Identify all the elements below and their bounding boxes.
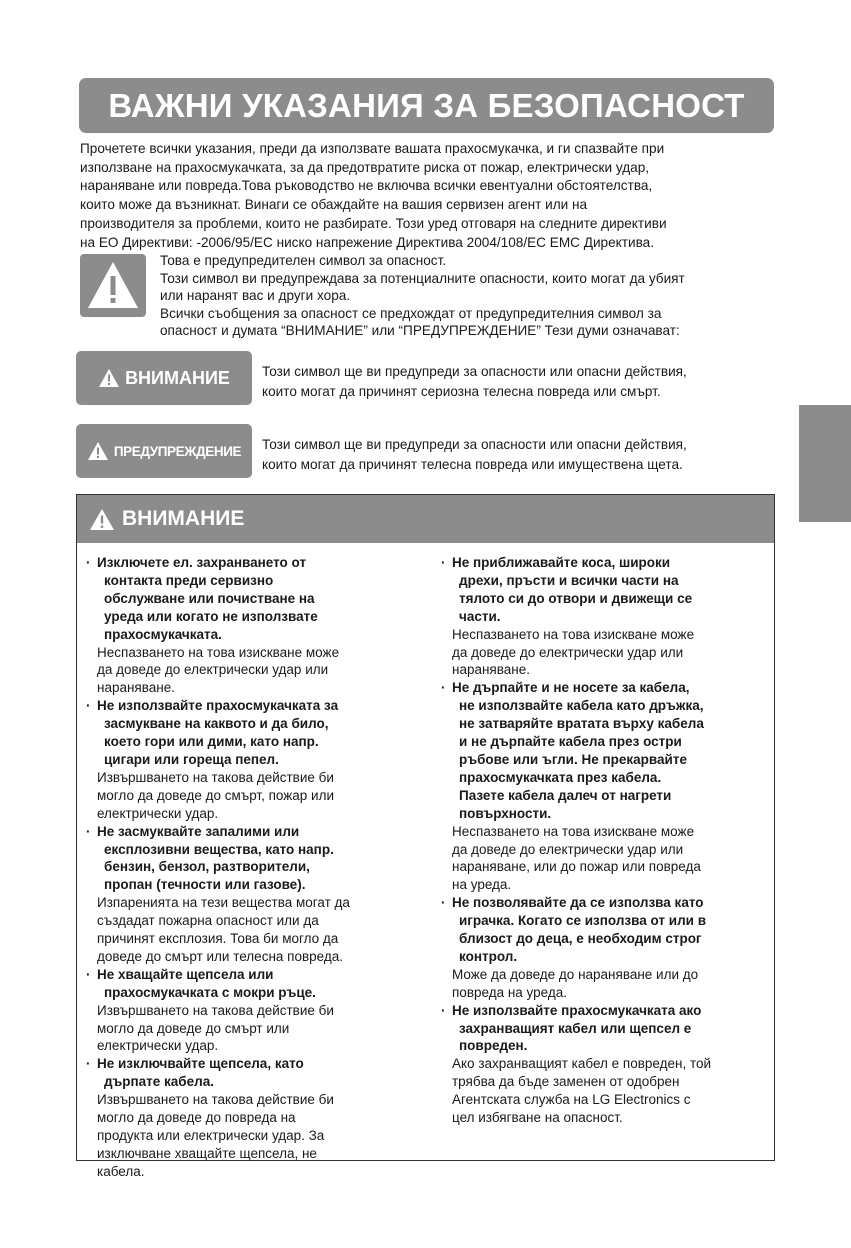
caution-list-item — [86, 966, 419, 1056]
caution-header — [77, 495, 774, 543]
heading-line: части. — [459, 608, 501, 624]
heading-line: експлозивни вещества, като напр. — [104, 841, 334, 857]
text-line: Неспазването на това изискване може — [452, 823, 695, 839]
heading-line: прахосмукачката с мокри ръце. — [104, 984, 316, 1000]
heading-line: пропан (течности или газове). — [104, 877, 306, 893]
desc-line: които могат да причинят сериозна телесна повреда или смърт. — [262, 383, 661, 399]
heading-line: контрол. — [459, 948, 518, 964]
caution-list-item — [86, 1055, 419, 1180]
text-line: могло да доведе до смърт или — [97, 1020, 290, 1036]
intro-line: Прочетете всички указания, преди да използвате вашата прахосмукачка, и ги спазвайте при — [80, 141, 665, 156]
text-line: да доведе до електрически удар или — [452, 841, 684, 857]
page-title: ВАЖНИ УКАЗАНИЯ ЗА БЕЗОПАСНОСТ — [108, 86, 745, 124]
bullet-icon: · — [441, 895, 446, 911]
caution-item-text — [97, 894, 419, 966]
caution-list-item — [86, 823, 419, 966]
intro-paragraph — [80, 140, 780, 252]
text-line: електрически удар. — [97, 805, 219, 821]
intro-line: използване на прахосмукачката, за да предотвратите риска от пожар, електрически удар, — [80, 159, 650, 175]
caution-item-text — [452, 1055, 774, 1127]
caution-list-item — [441, 554, 774, 679]
text-line: могло да доведе до повреда на — [97, 1110, 296, 1126]
intro-line: които може да възникнат. Винаги се обаждайте на вашия сервизен агент или на — [80, 197, 588, 213]
heading-line: Не приближавайте коса, широки — [452, 555, 671, 570]
warning-line: Това е предупредителен символ за опасност. — [160, 253, 447, 268]
caution-item-text — [97, 644, 419, 698]
heading-line: дрехи, пръсти и всички части на — [459, 572, 679, 588]
caution-right-column — [441, 554, 774, 1127]
heading-line: контакта преди сервизно — [104, 572, 274, 588]
caution-list-item — [441, 894, 774, 1001]
caution-label-text: ВНИМАНИЕ — [125, 367, 230, 388]
caution-item-heading — [452, 1002, 774, 1056]
warning-line: Този символ ви предупреждава за потенциалните опасности, които могат да убият — [160, 270, 685, 286]
warning-label-box — [76, 424, 252, 478]
text-line: Агентската служба на LG Electronics с — [452, 1092, 691, 1108]
intro-line: производителя за проблеми, които не разбирате. Този уред отговаря на следните директиви — [80, 215, 667, 231]
bullet-icon: · — [86, 698, 91, 714]
heading-line: Не засмуквайте запалими или — [97, 823, 300, 839]
text-line: доведе до смърт или телесна повреда. — [97, 948, 343, 964]
caution-item-heading — [452, 894, 774, 966]
bullet-icon: · — [86, 823, 91, 839]
heading-line: Не позволявайте да се използва като — [452, 895, 704, 911]
desc-line: Този символ ще ви предупреди за опасности или опасни действия, — [262, 437, 687, 452]
caution-item-text — [452, 626, 774, 680]
heading-line: обслужване или почистване на — [104, 590, 315, 606]
heading-line: Изключете ел. захранването от — [97, 555, 307, 570]
heading-line: дърпате кабела. — [104, 1074, 214, 1090]
text-line: Извършването на такова действие би — [97, 1002, 334, 1018]
text-line: Неспазването на това изискване може — [97, 644, 340, 660]
caution-item-text — [97, 1091, 419, 1181]
warning-symbol-section — [80, 252, 780, 336]
caution-item-text — [97, 1002, 419, 1056]
caution-label-desc — [262, 362, 772, 401]
text-line: изключване хващайте щепсела, не — [97, 1145, 317, 1161]
heading-line: прахосмукачката през кабела. — [459, 769, 662, 785]
caution-label-box — [76, 351, 252, 405]
text-line: нараняване. — [452, 662, 530, 678]
text-line: продукта или електрически удар. За — [97, 1128, 325, 1143]
title-banner — [79, 78, 774, 133]
text-line: Неспазването на това изискване може — [452, 626, 695, 642]
heading-line: Не хващайте щепсела или — [97, 966, 274, 982]
text-line: трябва да бъде заменен от одобрен — [452, 1074, 680, 1090]
desc-line: Този символ ще ви предупреди за опасности или опасни действия, — [262, 364, 687, 379]
caution-item-heading — [452, 554, 774, 626]
warning-line: или наранят вас и други хора. — [160, 288, 351, 303]
side-tab — [799, 405, 851, 522]
caution-list-item — [86, 697, 419, 822]
warning-line: Всички съобщения за опасност се предхождат от предупредителния символ за — [160, 305, 662, 321]
caution-list-item — [441, 679, 774, 894]
text-line: на уреда. — [452, 877, 512, 893]
caution-left-column — [86, 554, 419, 1181]
caution-list-item — [86, 554, 419, 697]
heading-line: което гори или дими, като напр. — [104, 734, 319, 750]
text-line: цел избягване на опасност. — [452, 1110, 623, 1126]
heading-line: не затваряйте вратата върху кабела — [459, 716, 704, 732]
heading-line: прахосмукачката. — [104, 626, 222, 642]
text-line: кабела. — [97, 1163, 145, 1179]
heading-line: засмукване на каквото и да било, — [104, 716, 329, 732]
warning-triangle-icon — [86, 260, 140, 311]
caution-item-heading — [97, 1055, 419, 1091]
caution-item-heading — [97, 697, 419, 769]
text-line: Извършването на такова действие би — [97, 1092, 334, 1108]
heading-line: ръбове или ъгли. Не прекарвайте — [459, 751, 687, 767]
text-line: Ако захранващият кабел е повреден, той — [452, 1056, 712, 1072]
bullet-icon: · — [441, 1002, 446, 1018]
text-line: нараняване, или до пожар или повреда — [452, 859, 701, 875]
desc-line: които могат да причинят телесна повреда или имуществена щета. — [262, 456, 683, 472]
heading-line: близост до деца, е необходим строг — [459, 931, 702, 947]
heading-line: тялото си до отвори и движещи се — [459, 590, 693, 606]
caution-item-heading — [97, 554, 419, 644]
heading-line: и не дърпайте кабела през остри — [459, 734, 682, 750]
warning-triangle-icon — [89, 508, 115, 531]
text-line: електрически удар. — [97, 1038, 219, 1054]
text-line: да доведе до електрически удар или — [97, 662, 329, 678]
bullet-icon: · — [86, 966, 91, 982]
text-line: Може да доведе до нараняване или до — [452, 966, 699, 982]
warning-symbol-text — [160, 252, 790, 340]
text-line: повреда на уреда. — [452, 984, 568, 1000]
text-line: да доведе до електрически удар или — [452, 644, 684, 660]
text-line: нараняване. — [97, 680, 175, 696]
heading-line: Не използвайте прахосмукачката ако — [452, 1002, 702, 1018]
caution-header-text: ВНИМАНИЕ — [122, 507, 245, 530]
caution-item-text — [452, 966, 774, 1002]
heading-line: играчка. Когато се използва от или в — [459, 913, 706, 929]
warning-line: опасност и думата “ВНИМАНИЕ” или “ПРЕДУПРЕЖДЕНИЕ” Тези думи означават: — [160, 323, 680, 338]
bullet-icon: · — [441, 555, 446, 570]
text-line: могло да доведе до смърт, пожар или — [97, 787, 335, 803]
intro-line: на ЕО Директиви: -2006/95/ЕС ниско напрежение Директива 2004/108/ЕС EMC Директива. — [80, 234, 655, 250]
caution-item-text — [452, 823, 774, 895]
text-line: причинят експлозия. Това би могло да — [97, 931, 339, 947]
caution-item-heading — [452, 679, 774, 822]
heading-line: не използвайте кабела като дръжка, — [459, 698, 704, 714]
caution-list-item — [441, 1002, 774, 1127]
heading-line: Не дърпайте и не носете за кабела, — [452, 680, 690, 696]
heading-line: Пазете кабела далеч от нагрети — [459, 787, 672, 803]
heading-line: Не използвайте прахосмукачката за — [97, 698, 339, 714]
caution-item-text — [97, 769, 419, 823]
caution-item-heading — [97, 823, 419, 895]
heading-line: повреден. — [459, 1038, 528, 1054]
heading-line: бензин, бензол, разтворители, — [104, 859, 310, 875]
heading-line: повърхности. — [459, 805, 552, 821]
warning-symbol-box — [80, 254, 146, 317]
warning-triangle-icon — [87, 441, 109, 461]
bullet-icon: · — [86, 555, 91, 570]
heading-line: захранващият кабел или щепсел е — [459, 1020, 692, 1036]
heading-line: Не изключвайте щепсела, като — [97, 1056, 304, 1072]
heading-line: уреда или когато не използвате — [104, 608, 318, 624]
bullet-icon: · — [86, 1056, 91, 1072]
intro-line: нараняване или повреда.Това ръководство не включва всички евентуални обстоятелства, — [80, 178, 653, 194]
warning-triangle-icon — [98, 368, 120, 388]
bullet-icon: · — [441, 680, 446, 696]
warning-label-desc — [262, 435, 772, 474]
warning-label-text: ПРЕДУПРЕЖДЕНИЕ — [113, 443, 242, 459]
text-line: Извършването на такова действие би — [97, 769, 334, 785]
text-line: създадат пожарна опасност или да — [97, 913, 319, 929]
heading-line: цигари или гореща пепел. — [104, 751, 279, 767]
caution-item-heading — [97, 966, 419, 1002]
text-line: Изпаренията на тези вещества могат да — [97, 895, 350, 911]
